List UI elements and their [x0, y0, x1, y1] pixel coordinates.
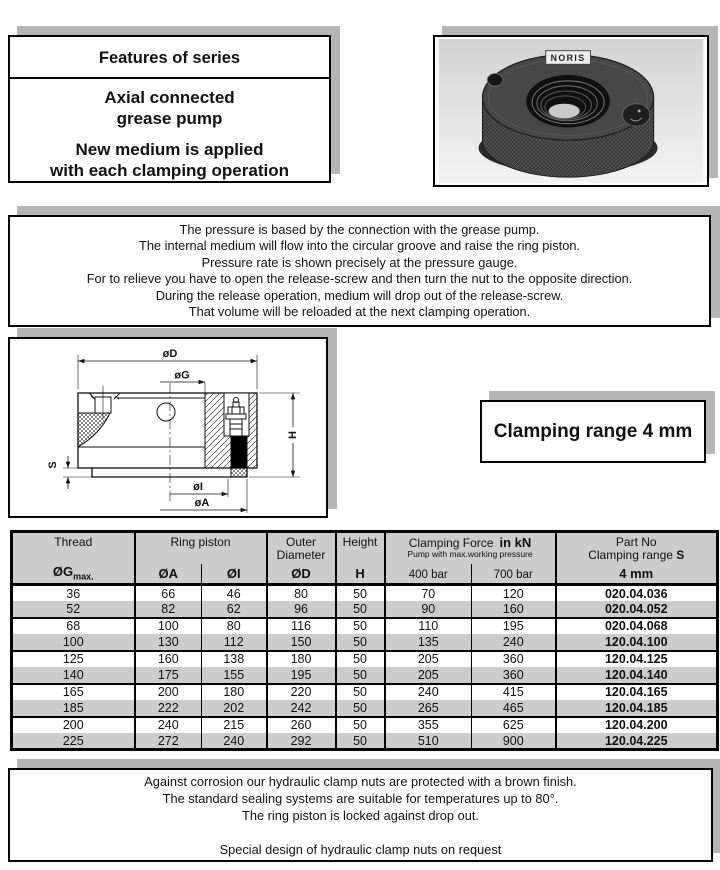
ring-piston-foot: [231, 468, 247, 477]
features-line: New medium is applied: [75, 140, 264, 159]
cell-thread: 185: [12, 700, 135, 717]
cell-oi: 202: [202, 700, 267, 717]
cell-400bar: 110: [385, 618, 472, 635]
cell-400bar: 265: [385, 700, 472, 717]
cell-od: 180: [267, 651, 336, 668]
dim-label-oi: øI: [193, 481, 203, 493]
groove-detail: [157, 403, 175, 421]
cell-oa: 100: [135, 618, 202, 635]
cell-thread: 36: [12, 585, 135, 602]
description-line: During the release operation, medium will drop out of the release-screw.: [155, 287, 564, 303]
cell-part-no: 120.04.140: [556, 667, 718, 684]
cell-part-no: 120.04.100: [556, 634, 718, 651]
cell-700bar: 415: [472, 684, 556, 701]
description-line: That volume will be reloaded at the next clamping operation.: [188, 304, 531, 319]
cell-od: 260: [267, 717, 336, 734]
footer-box: [8, 768, 713, 862]
table-row: [12, 601, 718, 618]
cell-oi: 62: [202, 601, 267, 618]
cell-part-no: 020.04.052: [556, 601, 718, 618]
cell-oi: 46: [202, 585, 267, 602]
cell-h: 50: [336, 601, 385, 618]
cell-h: 50: [336, 634, 385, 651]
features-box: [8, 35, 331, 183]
release-screw: [623, 104, 650, 126]
cell-h: 50: [336, 717, 385, 734]
cell-od: 80: [267, 585, 336, 602]
description-line: The pressure is based by the connection with the grease pump.: [179, 221, 540, 237]
description-line: Pressure rate is shown precisely at the pressure gauge.: [201, 254, 518, 270]
cell-thread: 200: [12, 717, 135, 734]
cross-section-drawing: [10, 339, 326, 516]
product-photo: [437, 39, 705, 183]
cell-700bar: 120: [472, 585, 556, 602]
table-row: [12, 684, 718, 701]
cell-400bar: 510: [385, 733, 472, 750]
cell-700bar: 160: [472, 601, 556, 618]
cell-h: 50: [336, 700, 385, 717]
description-box: [8, 215, 711, 327]
cell-od: 150: [267, 634, 336, 651]
cell-od: 220: [267, 684, 336, 701]
table-row: [12, 585, 718, 602]
col-subheader-od: ØD: [267, 564, 336, 585]
features-line: grease pump: [116, 109, 223, 128]
cell-oi: 180: [202, 684, 267, 701]
col-subheader-400bar: 400 bar: [385, 564, 472, 585]
cell-oi: 112: [202, 634, 267, 651]
dim-label-oa: øA: [194, 497, 210, 509]
pump-note: Pump with max.working pressure: [407, 549, 533, 559]
cell-thread: 100: [12, 634, 135, 651]
cell-od: 116: [267, 618, 336, 635]
footer-line: [10, 824, 711, 841]
features-statement-2: [10, 139, 329, 181]
cell-700bar: 360: [472, 667, 556, 684]
cell-oa: 160: [135, 651, 202, 668]
table-row: [12, 651, 718, 668]
cell-thread: 68: [12, 618, 135, 635]
cell-od: 96: [267, 601, 336, 618]
cell-400bar: 90: [385, 601, 472, 618]
cell-400bar: 240: [385, 684, 472, 701]
footer-line: Special design of hydraulic clamp nuts on request: [219, 841, 502, 857]
cell-part-no: 120.04.185: [556, 700, 718, 717]
cell-thread: 52: [12, 601, 135, 618]
table-row: [12, 717, 718, 734]
cell-400bar: 355: [385, 717, 472, 734]
clamping-range-box: [480, 400, 706, 463]
dim-label-s: S: [47, 461, 59, 469]
footer-line: The ring piston is locked against drop out.: [242, 807, 479, 823]
dim-label-og: øG: [174, 369, 190, 382]
col-subheader-h: H: [336, 564, 385, 585]
cell-part-no: 120.04.125: [556, 651, 718, 668]
col-header-part-no: Part No Clamping range S: [556, 532, 718, 564]
features-statement-1: [10, 87, 329, 129]
dim-label-h: H: [287, 431, 299, 439]
cell-oa: 175: [135, 667, 202, 684]
cell-oa: 222: [135, 700, 202, 717]
cell-thread: 140: [12, 667, 135, 684]
cell-oa: 200: [135, 684, 202, 701]
ring-piston-seal: [231, 436, 247, 468]
cell-h: 50: [336, 667, 385, 684]
spec-table-header: [12, 532, 718, 585]
brand-label: NORIS: [550, 52, 586, 63]
spec-table: [10, 530, 719, 751]
cell-700bar: 625: [472, 717, 556, 734]
col-subheader-og-max: $ØG_{max.}$: [12, 564, 135, 585]
col-subheader-oi: ØI: [202, 564, 267, 585]
cell-oi: 80: [202, 618, 267, 635]
cell-thread: 225: [12, 733, 135, 750]
col-header-clamping-force: Clamping Force in kN Pump with max.working pressure: [385, 532, 556, 564]
cell-400bar: 205: [385, 651, 472, 668]
cell-oa: 130: [135, 634, 202, 651]
cell-oi: 155: [202, 667, 267, 684]
col-header-height: Height: [336, 532, 385, 564]
col-header-outer-diameter: Outer Diameter: [267, 532, 336, 564]
description-line: For to relieve you have to open the release-screw and then turn the nut to the opposite direction.: [86, 271, 633, 286]
table-row: [12, 618, 718, 635]
cell-oa: 240: [135, 717, 202, 734]
cell-700bar: 360: [472, 651, 556, 668]
cell-part-no: 120.04.165: [556, 684, 718, 701]
cell-oa: 82: [135, 601, 202, 618]
cell-part-no: 120.04.225: [556, 733, 718, 750]
cell-oi: 240: [202, 733, 267, 750]
spec-table-body: [12, 585, 718, 750]
bore-opening: [549, 104, 580, 119]
cell-od: 292: [267, 733, 336, 750]
col-header-thread: Thread: [12, 532, 135, 564]
cell-part-no: 020.04.068: [556, 618, 718, 635]
footer-line: Against corrosion our hydraulic clamp nuts are protected with a brown finish.: [144, 773, 577, 789]
cell-h: 50: [336, 585, 385, 602]
features-title: Features of series: [10, 37, 329, 79]
cell-h: 50: [336, 684, 385, 701]
cell-oa: 66: [135, 585, 202, 602]
cell-h: 50: [336, 733, 385, 750]
features-line: Axial connected: [104, 88, 235, 107]
cell-h: 50: [336, 618, 385, 635]
col-subheader-700bar: 700 bar: [472, 564, 556, 585]
drawing-box: [8, 337, 328, 518]
cell-400bar: 70: [385, 585, 472, 602]
col-subheader-oa: ØA: [135, 564, 202, 585]
cell-thread: 125: [12, 651, 135, 668]
clamping-range-text: Clamping range 4 mm: [493, 420, 693, 442]
cell-oa: 272: [135, 733, 202, 750]
cell-oi: 138: [202, 651, 267, 668]
cell-400bar: 205: [385, 667, 472, 684]
table-row: [12, 634, 718, 651]
section-hatch-left: [78, 413, 110, 447]
features-line: with each clamping operation: [50, 161, 289, 180]
table-row: [12, 667, 718, 684]
col-header-ring-piston: Ring piston: [135, 532, 267, 564]
cell-400bar: 135: [385, 634, 472, 651]
col-subheader-4mm: 4 mm: [556, 564, 718, 585]
mounting-hole: [487, 74, 503, 87]
description-line: The internal medium will flow into the circular groove and raise the ring piston.: [139, 238, 580, 253]
cell-part-no: 020.04.036: [556, 585, 718, 602]
cell-od: 242: [267, 700, 336, 717]
dim-label-od: øD: [162, 348, 178, 360]
cell-part-no: 120.04.200: [556, 717, 718, 734]
cell-oi: 215: [202, 717, 267, 734]
cell-od: 195: [267, 667, 336, 684]
cell-700bar: 900: [472, 733, 556, 750]
table-row: [12, 733, 718, 750]
cell-h: 50: [336, 651, 385, 668]
cell-700bar: 195: [472, 618, 556, 635]
footer-line: The standard sealing systems are suitable for temperatures up to 80°.: [162, 790, 559, 806]
cell-700bar: 240: [472, 634, 556, 651]
cell-700bar: 465: [472, 700, 556, 717]
cell-thread: 165: [12, 684, 135, 701]
product-photo-box: [433, 35, 709, 187]
table-row: [12, 700, 718, 717]
